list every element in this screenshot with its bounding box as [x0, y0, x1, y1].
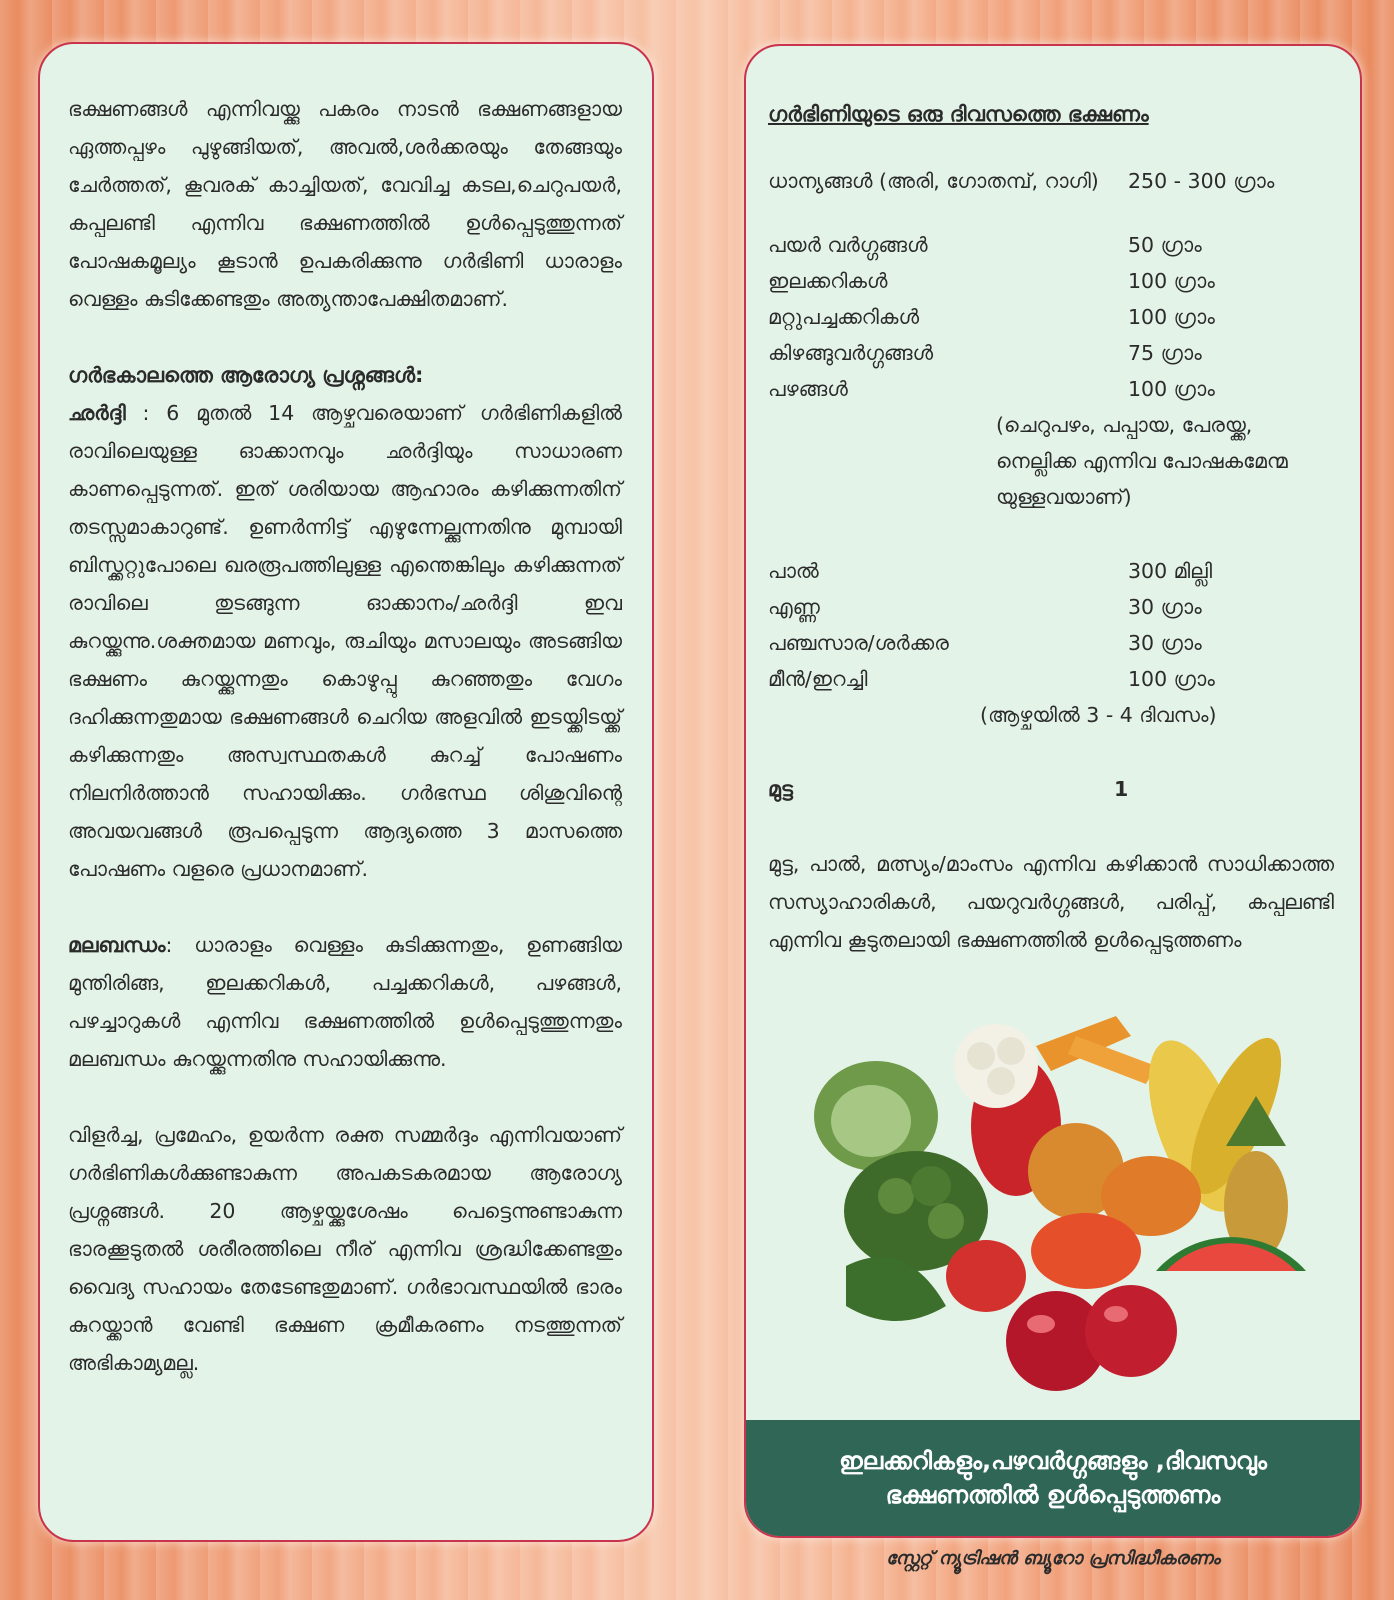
constipation-text: : ധാരാളം വെള്ളം കുടിക്കുന്നതും, ഉണങ്ങിയ മുന്തിരിങ്ങ, ഇലക്കറികൾ, പച്ചക്കറികൾ, പഴങ്ങൾ, പഴച്ചാറുകൾ എന്നിവ ഭക്ഷണത്തിൽ ഉൾപ്പെടുത്തുന്നതും മലബന്ധം കുറയ്ക്കുന്നതിനു സഹായിക്കുന്നു. [68, 933, 622, 1071]
right-panel [744, 44, 1362, 1538]
grains-name: ധാന്യങ്ങൾ (അരി, ഗോതമ്പ്, റാഗി) [768, 169, 1099, 193]
constipation-lead: മലബന്ധം [68, 933, 166, 957]
food-qty: 30 ഗ്രാം [1128, 631, 1202, 655]
meat-note: (ആഴ്ചയിൽ 3 - 4 ദിവസം) [980, 703, 1217, 727]
food-name: മറ്റുപച്ചക്കറികൾ [768, 305, 920, 329]
food-qty: 300 മില്ലി [1128, 559, 1213, 583]
food-name: പഴങ്ങൾ [768, 377, 848, 401]
food-name: പയർ വർഗ്ഗങ്ങൾ [768, 233, 928, 257]
food-row [768, 299, 1334, 335]
health-problems-heading: ഗർഭകാലത്തെ ആരോഗ്യ പ്രശ്നങ്ങൾ: [68, 363, 424, 387]
food-row [768, 553, 1334, 589]
vomiting-paragraph [68, 394, 622, 888]
vomiting-text: : 6 മുതൽ 14 ആഴ്ചവരെയാണ് ഗർഭിണികളിൽ രാവിലെയുള്ള ഓക്കാനവും ഛർദ്ദിയും സാധാരണ കാണപ്പെടുന്നത്. ഇത് ശരിയായ ആഹാരം കഴിക്കുന്നതിന് തടസ്സമാകാറുണ്ട്. ഉണർന്നിട്ട് എഴുന്നേല്ക്കുന്നതിനു മുമ്പായി ബിസ്ക്കറ്റുപോലെ ഖരരൂപത്തിലുള്ള എന്തെങ്കിലും കഴിക്കുന്നത് രാവിലെ തുടങ്ങുന്ന ഓക്കാനം/ഛർദ്ദി ഇവ കുറയ്ക്കുന്നു.ശക്തമായ മണവും, രുചിയും മസാലയും അടങ്ങിയ ഭക്ഷണം കുറയ്ക്കുന്നതും കൊഴുപ്പു കുറഞ്ഞതും വേഗം ദഹിക്കുന്നതുമായ ഭക്ഷണങ്ങൾ ചെറിയ അളവിൽ ഇടയ്ക്കിടയ്ക്ക് കഴിക്കുന്നതും അസ്വസ്ഥതകൾ കുറച്ച് പോഷണം നിലനിർത്താൻ സഹായിക്കും. ഗർഭസ്ഥ ശിശുവിന്റെ അവയവങ്ങൾ രൂപപ്പെടുന്ന ആദ്യത്തെ 3 മാസത്തെ പോഷണം വളരെ പ്രധാനമാണ്. [68, 401, 622, 881]
fruit-note-line: യുള്ളവയാണ്) [996, 485, 1132, 509]
food-qty: 100 ഗ്രാം [1128, 667, 1215, 691]
food-row [768, 625, 1334, 661]
food-qty: 100 ഗ്രാം [1128, 377, 1215, 401]
food-row [768, 589, 1334, 625]
fruit-note-line: (ചെറുപഴം, പപ്പായ, പേരയ്ക്ക, [996, 413, 1253, 437]
food-name: കിഴങ്ങുവർഗ്ഗങ്ങൾ [768, 341, 934, 365]
left-panel [38, 42, 654, 1542]
vomiting-lead: ഛർദ്ദി [68, 401, 126, 425]
food-qty: 50 ഗ്രാം [1128, 233, 1202, 257]
egg-name: മുട്ട [768, 777, 793, 801]
grains-qty: 250 - 300 ഗ്രാം [1128, 169, 1275, 193]
food-qty: 75 ഗ്രാം [1128, 341, 1202, 365]
food-name: മീൻ/ഇറച്ചി [768, 667, 868, 691]
egg-qty: 1 [1114, 777, 1129, 801]
grains-row [768, 163, 1334, 199]
food-row [768, 263, 1334, 299]
food-row [768, 335, 1334, 371]
constipation-paragraph [68, 926, 622, 1078]
egg-row [768, 771, 1334, 807]
banner-line-1: ഇലക്കറികളും,പഴവർഗ്ഗങ്ങളും ,ദിവസവും [839, 1447, 1267, 1475]
daily-diet-title: ഗർഭിണിയുടെ ഒരു ദിവസത്തെ ഭക്ഷണം [768, 102, 1149, 126]
food-name: പാൽ [768, 559, 819, 583]
publisher-credit: സ്റ്റേറ്റ് ന്യൂട്രിഷൻ ബ്യൂറോ പ്രസിദ്ധീകരണം [885, 1548, 1221, 1569]
vegetable-basket-illustration [786, 1006, 1306, 1406]
food-row [768, 227, 1334, 263]
banner-line-2: ഭക്ഷണത്തിൽ ഉൾപ്പെടുത്തണം [885, 1481, 1221, 1509]
intro-paragraph: ഭക്ഷണങ്ങൾ എന്നിവയ്ക്കു പകരം നാടൻ ഭക്ഷണങ്ങളായ ഏത്തപ്പഴം പുഴുങ്ങിയത്, അവൽ,ശർക്കരയും തേങ്ങയും ചേർത്തത്, കൂവരക് കാച്ചിയത്, വേവിച്ച കടല,ചെറുപയർ, കപ്പലണ്ടി എന്നിവ ഭക്ഷണത്തിൽ ഉൾപ്പെടുത്തുന്നത് പോഷകമൂല്യം കൂടാൻ ഉപകരിക്കുന്നു ഗർഭിണി ധാരാളം വെള്ളം കുടിക്കേണ്ടതും അത്യന്താപേക്ഷിതമാണ്. [68, 97, 622, 311]
food-name: എണ്ണ [768, 595, 820, 619]
food-qty: 30 ഗ്രാം [1128, 595, 1202, 619]
food-name: പഞ്ചസാര/ശർക്കര [768, 631, 949, 655]
vegetarian-note: മുട്ട, പാൽ, മത്സ്യം/മാംസം എന്നിവ കഴിക്കാൻ സാധിക്കാത്ത സസ്യാഹാരികൾ, പയറുവർഗ്ഗങ്ങൾ, പരിപ്പ്, കപ്പലണ്ടി എന്നിവ കൂടുതലായി ഭക്ഷണത്തിൽ ഉൾപ്പെടുത്തണം [768, 852, 1334, 952]
fruit-note-line: നെല്ലിക്ക എന്നിവ പോഷകമേന്മ [996, 449, 1288, 473]
food-row [768, 661, 1334, 697]
bottom-banner [746, 1420, 1360, 1536]
food-name: ഇലക്കറികൾ [768, 269, 888, 293]
food-row [768, 371, 1334, 407]
anemia-paragraph: വിളർച്ച, പ്രമേഹം, ഉയർന്ന രക്ത സമ്മർദ്ദം എന്നിവയാണ് ഗർഭിണികൾക്കുണ്ടാകുന്ന അപകടകരമായ ആരോഗ്യ പ്രശ്നങ്ങൾ. 20 ആഴ്ചയ്ക്കുശേഷം പെട്ടെന്നുണ്ടാകുന്ന ഭാരക്കൂടുതൽ ശരീരത്തിലെ നീര് എന്നിവ ശ്രദ്ധിക്കേണ്ടതും വൈദ്യ സഹായം തേടേണ്ടതുമാണ്. ഗർഭാവസ്ഥയിൽ ഭാരം കുറയ്ക്കാൻ വേണ്ടി ഭക്ഷണ ക്രമീകരണം നടത്തുന്നത് അഭികാമ്യമല്ല. [68, 1123, 622, 1375]
food-qty: 100 ഗ്രാം [1128, 269, 1215, 293]
food-qty: 100 ഗ്രാം [1128, 305, 1215, 329]
